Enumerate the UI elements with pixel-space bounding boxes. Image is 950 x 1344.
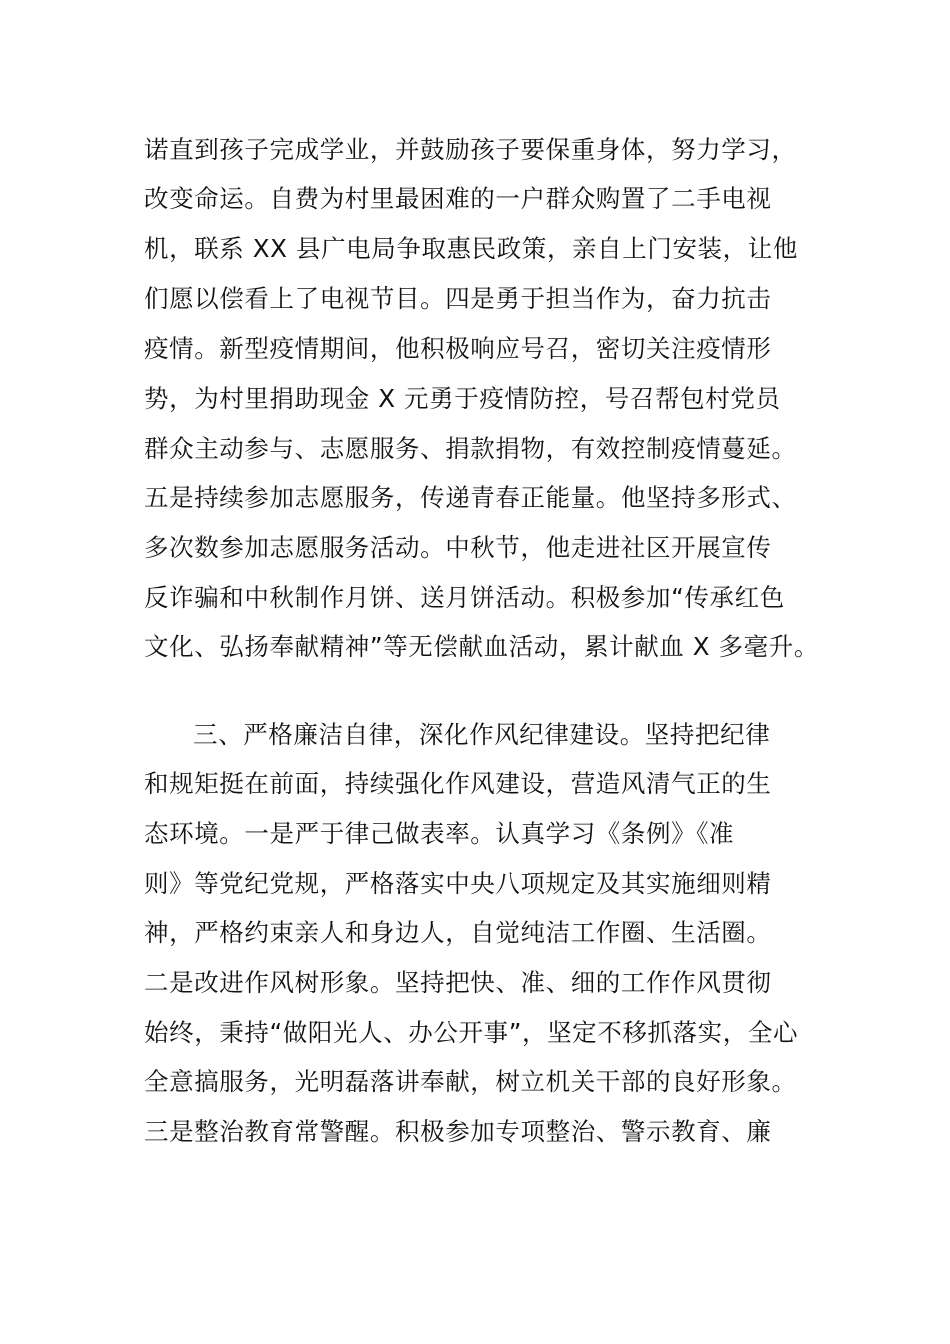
paragraph-2-line: 始终，秉持“做阳光人、办公开事”，坚定不移抓落实，全心 [144,1018,799,1047]
paragraph-2-line: 态环境。一是严于律己做表率。认真学习《条例》《准 [144,819,735,848]
paragraph-2-line: 和规矩挺在前面，持续强化作风建设，营造风清气正的生 [144,769,772,798]
paragraph-1-line: 反诈骗和中秋制作月饼、送月饼活动。积极参加“传承红色 [144,583,785,612]
paragraph-2-line: 二是改进作风树形象。坚持把快、准、细的工作作风贯彻 [144,968,772,997]
paragraph-1-line: 群众主动参与、志愿服务、捐款捐物，有效控制疫情蔓延。 [144,434,797,463]
paragraph-1-line: 改变命运。自费为村里最困难的一户群众购置了二手电视 [144,184,772,213]
paragraph-2-line: 三是整治教育常警醒。积极参加专项整治、警示教育、廉 [144,1117,772,1146]
paragraph-1-line: 文化、弘扬奉献精神”等无偿献血活动，累计献血 X 多毫升。 [144,632,819,661]
paragraph-1-line: 势，为村里捐助现金 X 元勇于疫情防控，号召帮包村党员 [144,384,781,413]
paragraph-1-line: 疫情。新型疫情期间，他积极响应号召，密切关注疫情形 [144,334,772,363]
paragraph-2-line: 三、严格廉洁自律，深化作风纪律建设。坚持把纪律 [193,720,771,749]
paragraph-2-line: 全意搞服务，光明磊落讲奉献，树立机关干部的良好形象。 [144,1067,797,1096]
paragraph-1-line: 五是持续参加志愿服务，传递青春正能量。他坚持多形式、 [144,483,797,512]
paragraph-1-line: 诺直到孩子完成学业，并鼓励孩子要保重身体，努力学习， [144,135,797,164]
paragraph-1-line: 机，联系 XX 县广电局争取惠民政策，亲自上门安装，让他 [144,234,798,263]
paragraph-2-line: 则》等党纪党规，严格落实中央八项规定及其实施细则精 [144,869,772,898]
paragraph-1-line: 多次数参加志愿服务活动。中秋节，他走进社区开展宣传 [144,533,772,562]
paragraph-2-line: 神，严格约束亲人和身边人，自觉纯洁工作圈、生活圈。 [144,918,772,947]
paragraph-1-line: 们愿以偿看上了电视节目。四是勇于担当作为，奋力抗击 [144,284,772,313]
